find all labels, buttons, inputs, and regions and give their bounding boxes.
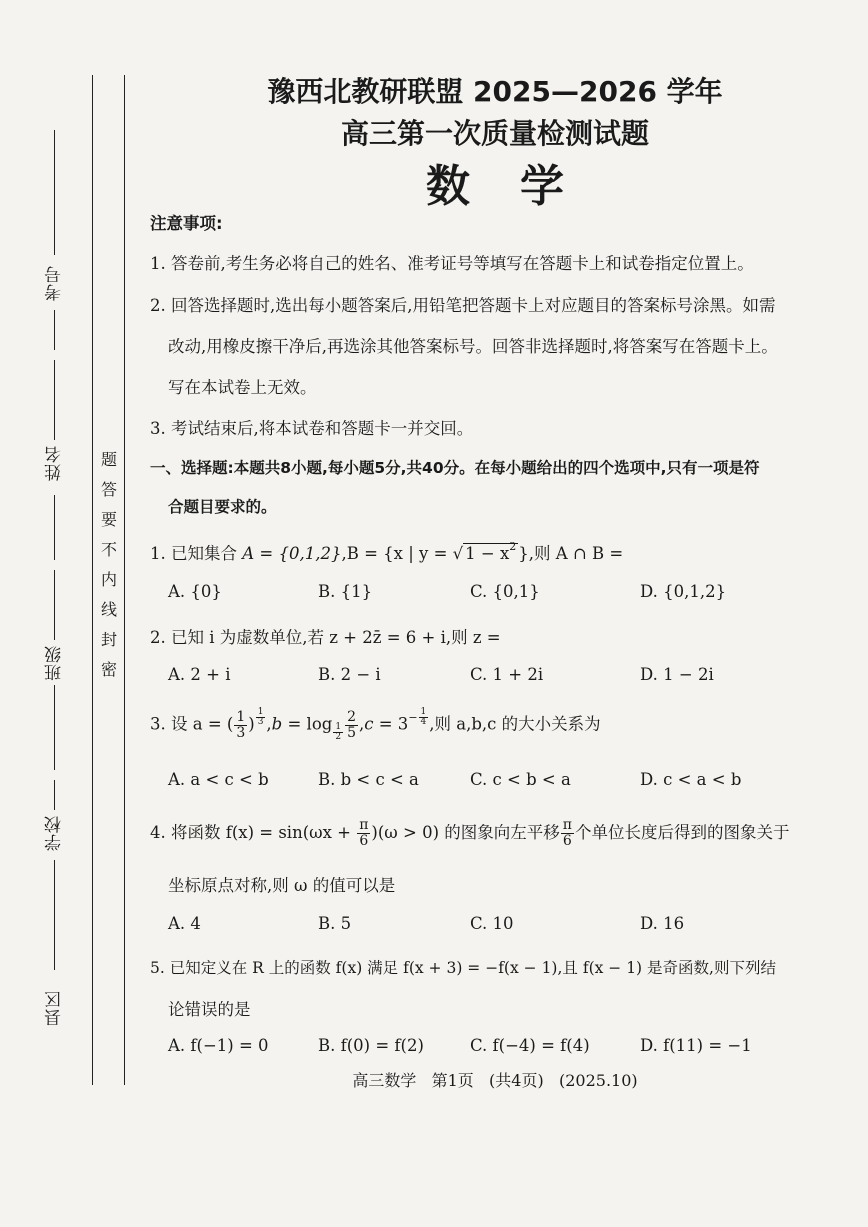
fraction: $\frac{\pi}{6}$ xyxy=(562,817,572,849)
seal-char: 不 xyxy=(100,540,117,559)
q5-option-a[interactable]: A. f(−1) = 0 xyxy=(168,1036,269,1055)
note-item: 3. 考试结束后,将本试卷和答题卡一并交回。 xyxy=(150,419,474,438)
q3-option-c[interactable]: C. c < b < a xyxy=(470,770,571,789)
q5-option-d[interactable]: D. f(11) = −1 xyxy=(640,1036,752,1055)
question-2: 2. 已知 i 为虚数单位,若 z + 2z̄ = 6 + i,则 z = xyxy=(150,628,501,647)
q3-suffix: ,则 a,b,c 的大小关系为 xyxy=(429,714,601,734)
q5-option-c[interactable]: C. f(−4) = f(4) xyxy=(470,1036,590,1055)
seal-char: 要 xyxy=(100,510,117,529)
q1-option-b[interactable]: B. {1} xyxy=(318,582,373,601)
question-5: 5. 已知定义在 R 上的函数 f(x) 满足 f(x + 3) = −f(x − 1),且 f(x − 1) 是奇函数,则下列结 xyxy=(150,959,776,977)
seal-char: 密 xyxy=(100,660,117,679)
q4-option-a[interactable]: A. 4 xyxy=(168,914,201,933)
exam-subtitle: 高三第一次质量检测试题 xyxy=(340,117,649,150)
q1-radicand: 1 − x xyxy=(465,544,510,563)
note-item: 写在本试卷上无效。 xyxy=(168,378,317,397)
field-label: 班级 xyxy=(45,645,65,681)
blank-line xyxy=(54,570,55,640)
q2-option-d[interactable]: D. 1 − 2i xyxy=(640,665,714,684)
blank-line xyxy=(54,130,55,255)
subject-title: 数学 xyxy=(426,161,614,212)
q1-option-c[interactable]: C. {0,1} xyxy=(470,582,540,601)
fraction: $\frac{1}{3}$ xyxy=(236,708,246,741)
q4-suffix: 个单位长度后得到的图象关于 xyxy=(574,823,790,842)
field-label: 考号 xyxy=(45,265,65,301)
field-label: 县区 xyxy=(45,990,65,1026)
q4-option-c[interactable]: C. 10 xyxy=(470,914,514,933)
q2-option-b[interactable]: B. 2 − i xyxy=(318,665,381,684)
note-item: 改动,用橡皮擦干净后,再选涂其他答案标号。回答非选择题时,将答案写在答题卡上。 xyxy=(168,337,778,356)
q3-option-a[interactable]: A. a < c < b xyxy=(168,770,269,789)
q1-suffix: },则 A ∩ B = xyxy=(518,544,624,563)
blank-line xyxy=(54,360,55,440)
q1-option-d[interactable]: D. {0,1,2} xyxy=(640,582,727,601)
question-4-line2: 坐标原点对称,则 ω 的值可以是 xyxy=(168,876,396,895)
seal-char: 线 xyxy=(100,600,117,619)
q4-mid: )(ω > 0) 的图象向左平移 xyxy=(371,823,560,842)
note-item: 2. 回答选择题时,选出每小题答案后,用铅笔把答题卡上对应题目的答案标号涂黑。如需 xyxy=(150,296,776,315)
seal-char: 内 xyxy=(100,570,117,589)
q2-option-c[interactable]: C. 1 + 2i xyxy=(470,665,544,684)
q1-set-b: ,B = {x | y = xyxy=(341,544,453,563)
seal-char: 封 xyxy=(100,630,117,649)
blank-line xyxy=(54,310,55,350)
q4-option-b[interactable]: B. 5 xyxy=(318,914,352,933)
q2-option-a[interactable]: A. 2 + i xyxy=(168,665,231,684)
fraction: $\frac{\pi}{6}$ xyxy=(359,817,369,849)
section-heading: 合题目要求的。 xyxy=(168,498,277,516)
note-item: 1. 答卷前,考生务必将自己的姓名、准考证号等填写在答题卡上和试卷指定位置上。 xyxy=(150,254,754,273)
q3-option-d[interactable]: D. c < a < b xyxy=(640,770,742,789)
blank-line xyxy=(54,495,55,560)
binding-line-outer xyxy=(92,75,93,1085)
q4-prefix: 4. 将函数 f(x) = sin(ωx + xyxy=(150,823,357,842)
q5-option-b[interactable]: B. f(0) = f(2) xyxy=(318,1036,424,1055)
exam-title: 豫西北教研联盟 2025—2026 学年 xyxy=(267,75,723,108)
section-heading: 一、选择题:本题共8小题,每小题5分,共40分。在每小题给出的四个选项中,只有一项是符 xyxy=(150,459,760,477)
q4-option-d[interactable]: D. 16 xyxy=(640,914,685,933)
binding-line-inner xyxy=(124,75,125,1085)
question-4 xyxy=(150,818,789,849)
fraction: $\frac{2}{5}$ xyxy=(347,708,356,741)
question-5-line2: 论错误的是 xyxy=(168,1000,251,1019)
exam-number-field xyxy=(34,130,74,350)
district-field xyxy=(34,980,74,1060)
page-footer: 高三数学 第1页 (共4页) (2025.10) xyxy=(352,1071,638,1090)
seal-char: 题 xyxy=(100,450,117,469)
q3-option-b[interactable]: B. b < c < a xyxy=(318,770,419,789)
question-1: 1. 已知集合 A = {0,1,2},B = {x | y = √ $1 - x^2$ },则 A ∩ B = xyxy=(150,540,624,563)
q1-option-a[interactable]: A. {0} xyxy=(168,582,222,601)
seal-notice xyxy=(98,445,120,685)
question-3: 3. 设 a = ( $\frac{1}{3}$ ) $^{\frac{1}{3}}$ ,b = log $_{\frac{1}{2}}$ $\frac{2}{5}$ $,c = 3^{- \frac{1}{4}}$ ,则 a,b,c 的大小关系为 xyxy=(150,707,601,742)
q1-set-a: A = {0,1,2} xyxy=(242,544,342,563)
field-label: 学校 xyxy=(45,815,65,851)
blank-line xyxy=(54,860,55,970)
notes-heading: 注意事项: xyxy=(150,214,223,233)
school-field xyxy=(34,780,74,970)
seal-char: 答 xyxy=(100,480,117,499)
class-field xyxy=(34,570,74,770)
q1-prefix: 1. 已知集合 xyxy=(150,544,237,563)
name-field xyxy=(34,360,74,560)
field-label: 姓名 xyxy=(45,445,65,481)
q3-prefix: 3. 设 a = ( xyxy=(150,714,234,734)
blank-line xyxy=(54,780,55,810)
blank-line xyxy=(54,685,55,770)
